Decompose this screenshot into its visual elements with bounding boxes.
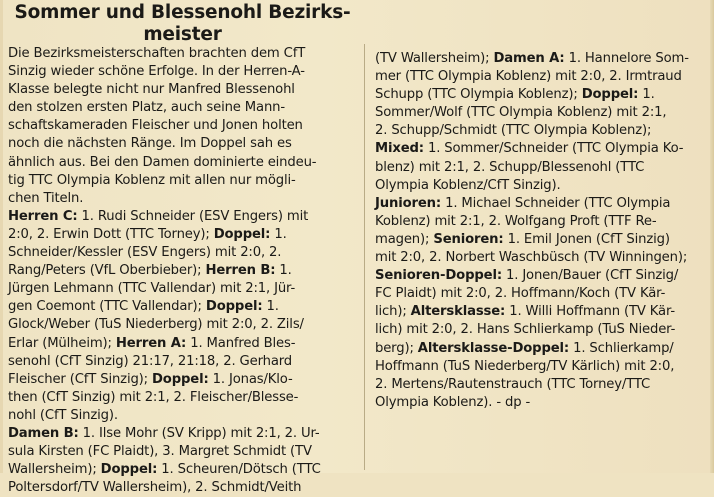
category-label: Altersklasse: <box>410 304 506 320</box>
text-run: then (CfT Sinzig) mit 2:1, 2. Fleischer/Blesse- <box>8 389 299 405</box>
text-line <box>375 159 707 177</box>
text-run: 1. <box>638 87 655 103</box>
category-label: Damen B: <box>8 425 79 441</box>
text-run: 1. <box>262 299 279 315</box>
text-run: den stolzen ersten Platz, auch seine Mann- <box>8 100 285 116</box>
text-run: 1. Willi Hoffmann (TV Kär- <box>505 304 676 320</box>
text-run: 2. Schupp/Schmidt (TTC Olympia Koblenz); <box>375 123 652 139</box>
text-line <box>375 68 707 86</box>
article-headline <box>10 2 355 46</box>
text-line <box>8 280 353 298</box>
text-run: magen); <box>375 231 434 247</box>
category-label: Doppel: <box>205 299 263 315</box>
text-line <box>8 335 353 353</box>
text-run: Erlar (Mülheim); <box>8 335 116 351</box>
text-run: tig TTC Olympia Koblenz mit allen nur mögli- <box>8 172 296 188</box>
category-label: Doppel: <box>581 87 639 103</box>
text-run: 1. Hannelore Som- <box>564 51 689 66</box>
text-run: 2. Mertens/Rautenstrauch (TTC Torney/TTC <box>375 376 651 392</box>
text-run: 2:0, 2. Erwin Dott (TTC Torney); <box>8 226 214 242</box>
text-run: Schneider/Kessler (ESV Engers) mit 2:0, 2. <box>8 245 282 261</box>
text-run: ähnlich aus. Bei den Damen dominierte eindeu- <box>8 154 317 170</box>
text-line <box>8 135 353 153</box>
category-label: Junioren: <box>375 195 442 211</box>
text-line <box>375 177 707 195</box>
text-run: senohl (CfT Sinzig) 21:17, 21:18, 2. Gerhard <box>8 353 293 369</box>
text-run: lich); <box>375 304 411 320</box>
text-run: 1. Jonen/Bauer (CfT Sinzig/ <box>501 268 679 284</box>
text-run: Olympia Koblenz). - dp - <box>375 394 531 410</box>
text-run: Die Bezirksmeisterschaften brachten dem CfT <box>8 46 306 61</box>
text-line <box>375 358 707 376</box>
text-run: (TV Wallersheim); <box>375 51 494 66</box>
article-column-right <box>375 50 707 412</box>
text-run: Wallersheim); <box>8 462 101 478</box>
headline-line-2: meister <box>143 24 222 45</box>
category-label: Herren C: <box>8 208 78 224</box>
text-line <box>8 479 353 497</box>
text-line <box>375 321 707 339</box>
text-run: mit 2:0, 2. Norbert Waschbüsch (TV Winningen); <box>375 250 688 266</box>
text-run: 1. Ilse Mohr (SV Kripp) mit 2:1, 2. Ur- <box>78 425 320 441</box>
category-label: Doppel: <box>213 226 271 242</box>
text-line <box>8 226 353 244</box>
text-run: Olympia Koblenz/CfT Sinzig). <box>375 177 561 193</box>
text-line <box>8 298 353 316</box>
text-run: sula Kirsten (FC Plaidt), 3. Margret Schmidt (TV <box>8 444 312 460</box>
text-line <box>8 99 353 117</box>
text-line <box>8 371 353 389</box>
text-run: Schupp (TTC Olympia Koblenz); <box>375 87 582 103</box>
text-line <box>375 249 707 267</box>
column-divider <box>364 44 365 470</box>
text-line <box>375 50 707 68</box>
text-line <box>8 407 353 425</box>
text-line <box>8 172 353 190</box>
text-line <box>375 122 707 140</box>
category-label: Doppel: <box>100 462 158 478</box>
text-line <box>375 104 707 122</box>
category-label: Herren A: <box>115 335 187 351</box>
text-run: gen Coemont (TTC Vallendar); <box>8 299 206 315</box>
paper-edge-right <box>710 0 714 473</box>
text-run: blenz) mit 2:1, 2. Schupp/Blessenohl (TTC <box>375 159 645 175</box>
text-line <box>8 262 353 280</box>
text-line <box>375 213 707 231</box>
text-line <box>8 461 353 479</box>
category-label: Senioren-Doppel: <box>375 268 502 284</box>
text-run: mer (TTC Olympia Koblenz) mit 2:0, 2. Irmtraud <box>375 69 682 85</box>
headline-line-1: Sommer und Blessenohl Bezirks- <box>14 2 351 23</box>
text-run: 1. Scheuren/Dötsch (TTC <box>157 462 321 478</box>
text-run: Hoffmann (TuS Niederberg/TV Kärlich) mit 2:0, <box>375 358 675 374</box>
text-run: Klasse belegte nicht nur Manfred Blessenohl <box>8 82 295 98</box>
text-line <box>375 195 707 213</box>
text-run: 1. Rudi Schneider (ESV Engers) mit <box>77 208 309 224</box>
text-line <box>8 389 353 407</box>
category-label: Mixed: <box>375 141 424 157</box>
text-line <box>375 340 707 358</box>
text-run: Sinzig wieder schöne Erfolge. In der Herren-A- <box>8 64 305 80</box>
text-line <box>375 394 707 412</box>
text-line <box>8 81 353 99</box>
text-run: 1. <box>270 226 287 242</box>
category-label: Senioren: <box>433 231 504 247</box>
text-run: Rang/Peters (VfL Oberbieber); <box>8 263 206 279</box>
text-line <box>8 244 353 262</box>
article-column-left <box>8 45 353 497</box>
text-line <box>8 353 353 371</box>
category-label: Doppel: <box>152 371 209 387</box>
text-run: FC Plaidt) mit 2:0, 2. Hoffmann/Koch (TV Kär- <box>375 286 666 302</box>
text-run: 1. Michael Schneider (TTC Olympia <box>441 195 671 211</box>
text-line <box>8 443 353 461</box>
text-line <box>8 117 353 135</box>
text-run: lich) mit 2:0, 2. Hans Schlierkamp (TuS Nieder- <box>375 322 676 338</box>
text-line <box>375 303 707 321</box>
text-line <box>375 267 707 285</box>
category-label: Herren B: <box>205 263 276 279</box>
text-run: 1. Jonas/Klo- <box>208 371 293 387</box>
text-run: 1. Manfred Bles- <box>186 335 296 351</box>
text-line <box>8 208 353 226</box>
text-run: 1. Schlierkamp/ <box>569 340 674 356</box>
text-run: berg); <box>375 340 418 356</box>
text-run: Sommer/Wolf (TTC Olympia Koblenz) mit 2:1, <box>375 105 667 121</box>
text-line <box>8 154 353 172</box>
text-line <box>8 63 353 81</box>
text-line <box>8 45 353 63</box>
text-run: Koblenz) mit 2:1, 2. Wolfgang Proft (TTF Re- <box>375 213 657 229</box>
text-line <box>375 285 707 303</box>
text-run: 1. Emil Jonen (CfT Sinzig) <box>503 231 670 247</box>
category-label: Altersklasse-Doppel: <box>417 340 570 356</box>
text-run: Fleischer (CfT Sinzig); <box>8 371 153 387</box>
text-line <box>8 190 353 208</box>
category-label: Damen A: <box>493 51 565 66</box>
text-line <box>375 376 707 394</box>
text-run: schaftskameraden Fleischer und Jonen holten <box>8 118 303 134</box>
text-run: Poltersdorf/TV Wallersheim), 2. Schmidt/Veith <box>8 480 302 496</box>
text-run: nohl (CfT Sinzig). <box>8 407 118 423</box>
text-run: Jürgen Lehmann (TTC Vallendar) mit 2:1, Jür- <box>8 281 296 297</box>
text-run: noch die nächsten Ränge. Im Doppel sah es <box>8 136 292 152</box>
text-line <box>375 86 707 104</box>
text-line <box>375 231 707 249</box>
text-line <box>375 140 707 158</box>
paper-edge-left <box>0 0 3 473</box>
text-run: 1. Sommer/Schneider (TTC Olympia Ko- <box>423 141 684 157</box>
text-line <box>8 425 353 443</box>
text-line <box>8 316 353 334</box>
text-run: Glock/Weber (TuS Niederberg) mit 2:0, 2. Zils/ <box>8 317 304 333</box>
text-run: chen Titeln. <box>8 190 84 206</box>
text-run: 1. <box>275 263 292 279</box>
